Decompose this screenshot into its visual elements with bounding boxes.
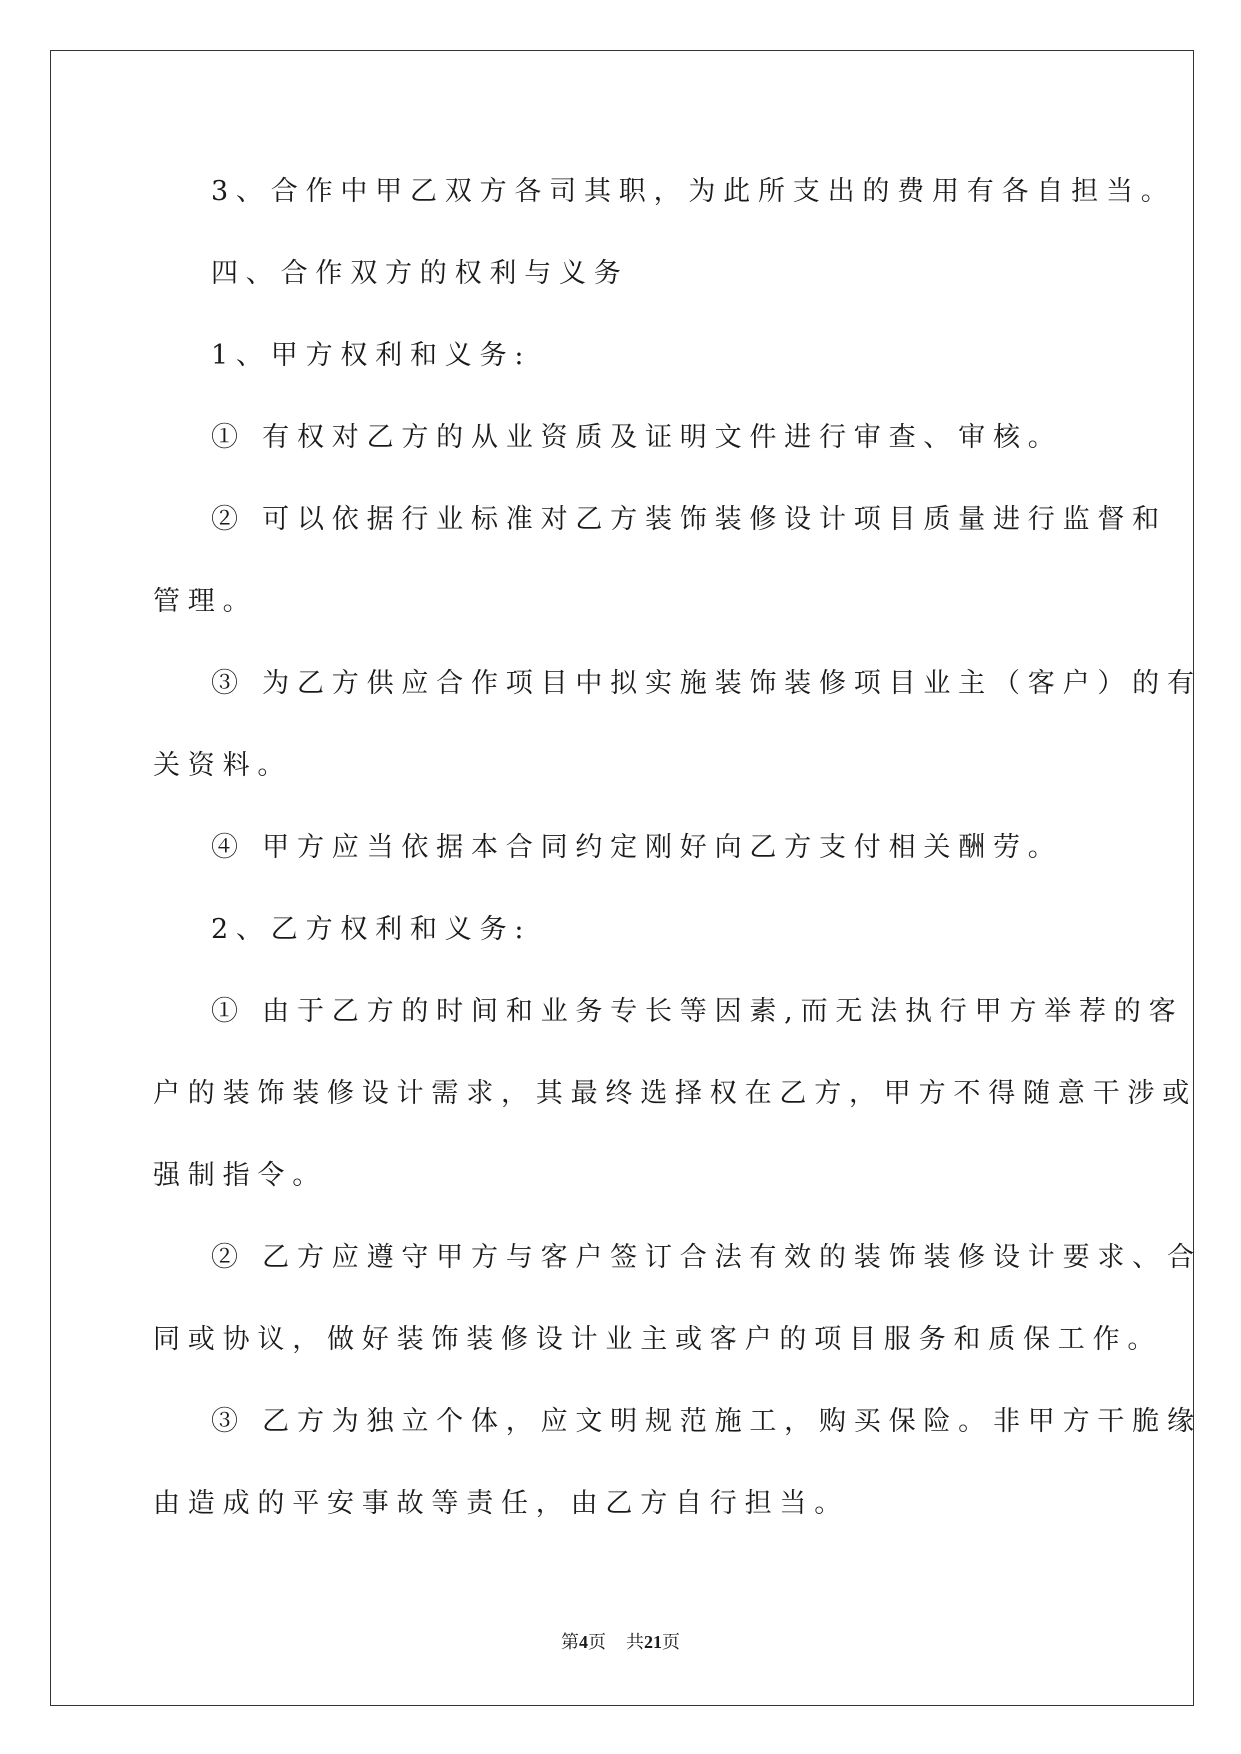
paragraph-line: 管理。: [153, 586, 258, 617]
subsection-heading: 1、甲方权利和义务:: [211, 340, 532, 371]
page-border: [50, 50, 1194, 1706]
section-heading: 四、合作双方的权利与义务: [211, 258, 629, 289]
footer-page-suffix: 页: [588, 1632, 606, 1652]
page-footer: [0, 1630, 1241, 1654]
footer-total-suffix: 页: [662, 1632, 680, 1652]
paragraph-line: ③ 乙方为独立个体，应文明规范施工，购买保险。非甲方干脆缘: [211, 1406, 1202, 1437]
footer-prefix: 第: [561, 1632, 579, 1652]
paragraph-line: ② 乙方应遵守甲方与客户签订合法有效的装饰装修设计要求、合: [211, 1242, 1202, 1273]
paragraph-line: 3、合作中甲乙双方各司其职，为此所支出的费用有各自担当。: [211, 176, 1176, 207]
paragraph-line: ① 由于乙方的时间和业务专长等因素,而无法执行甲方举荐的客: [211, 996, 1184, 1027]
footer-total-prefix: 共: [626, 1632, 644, 1652]
paragraph-line: ② 可以依据行业标准对乙方装饰装修设计项目质量进行监督和: [211, 504, 1167, 535]
paragraph-line: ④ 甲方应当依据本合同约定刚好向乙方支付相关酬劳。: [211, 832, 1063, 863]
paragraph-line: 户的装饰装修设计需求，其最终选择权在乙方，甲方不得随意干涉或: [153, 1078, 1197, 1109]
paragraph-line: 由造成的平安事故等责任，由乙方自行担当。: [153, 1488, 849, 1519]
total-pages-number: 21: [644, 1632, 662, 1652]
paragraph-line: ① 有权对乙方的从业资质及证明文件进行审查、审核。: [211, 422, 1063, 453]
subsection-heading: 2、乙方权利和义务:: [211, 914, 532, 945]
paragraph-line: 强制指令。: [153, 1160, 327, 1191]
paragraph-line: ③ 为乙方供应合作项目中拟实施装饰装修项目业主（客户）的有: [211, 668, 1202, 699]
paragraph-line: 关资料。: [153, 750, 293, 781]
current-page-number: 4: [579, 1632, 588, 1652]
paragraph-line: 同或协议，做好装饰装修设计业主或客户的项目服务和质保工作。: [153, 1324, 1163, 1355]
